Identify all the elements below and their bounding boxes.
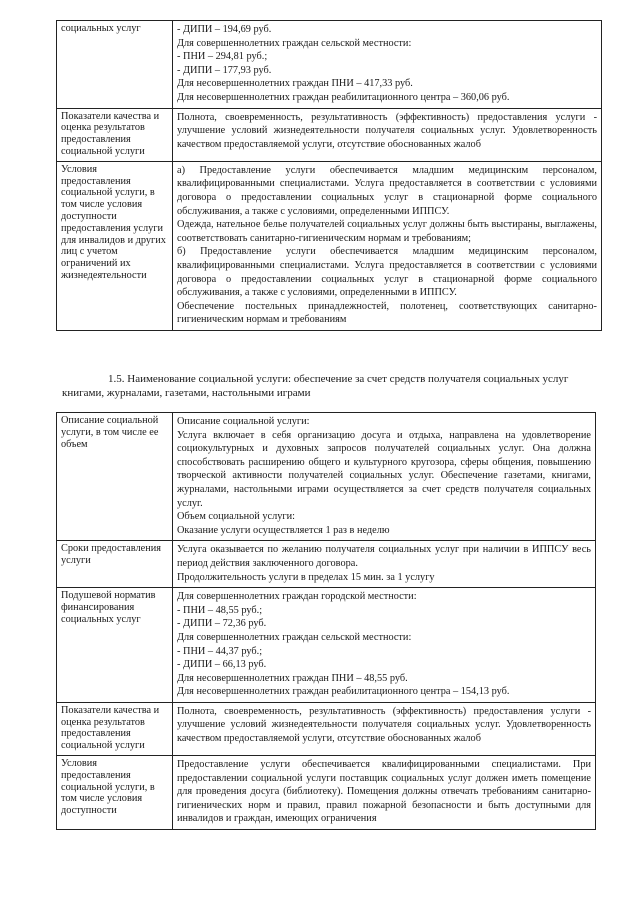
content-line: б) Предоставление услуги обеспечивается младшим медицинским персоналом, квалифицированными специалистами. Услуга предоставляется в соответствии с условиями договора о предоставлении социальных услуг в стационарной форме социального обслуживания, а также с условиями, определенными в ИППСУ. bbox=[177, 246, 597, 299]
content-line: Описание социальной услуги: bbox=[177, 416, 310, 427]
row-content bbox=[173, 413, 596, 541]
section-heading-line: 1.5. Наименование социальной услуги: обеспечение за счет средств получателя социальных услуг bbox=[108, 373, 569, 385]
content-line: - ПНИ – 44,37 руб.; bbox=[177, 645, 263, 657]
row-label: Показатели качества и оценка результатов предоставления социальной услуги bbox=[57, 108, 173, 161]
row-label: Подушевой норматив финансирования социальных услуг bbox=[57, 588, 173, 703]
content-line: Полнота, своевременность, результативность (эффективность) предоставления услуги - улучшение условий жизнедеятельности получателя социальных услуг. Удовлетворенность качеством предоставляемой услуги, отсутствие обоснованных жалоб bbox=[177, 111, 597, 150]
section-heading bbox=[62, 372, 608, 400]
row-content bbox=[173, 588, 596, 703]
row-label: социальных услуг bbox=[57, 21, 173, 109]
content-line: - ДИПИ – 194,69 руб. bbox=[177, 24, 272, 35]
content-line: Предоставление услуги обеспечивается квалифицированными специалистами. При предоставлении социальной услуги поставщик социальных услуг должен иметь помещение для проведения досуга (библиотеку). Помещения должны отвечать требованиям санитарно-гигиенических норм и правил, правил пожарной безопасности и быть доступными для инвалидов и граждан, имеющих ограничения bbox=[177, 759, 591, 825]
content-line: Обеспечение постельных принадлежностей, полотенец, соответствующих санитарно-гигиеническим нормам и требованиям bbox=[177, 300, 597, 326]
content-line: - ДИПИ – 72,36 руб. bbox=[177, 618, 267, 630]
row-label: Сроки предоставления услуги bbox=[57, 541, 173, 588]
content-line: - ДИПИ – 66,13 руб. bbox=[177, 659, 267, 671]
content-line: - ДИПИ – 177,93 руб. bbox=[177, 64, 272, 76]
content-line: а) Предоставление услуги обеспечивается младшим медицинским персоналом, квалифицированными специалистами. Услуга предоставляется в соответствии с условиями договора о предоставлении социальных услуг в стационарной форме социального обслуживания, а также с условиями, определенными ИППСУ. bbox=[177, 164, 597, 217]
content-line: Услуга оказывается по желанию получателя социальных услуг при наличии в ИППСУ весь период действия заключенного договора. bbox=[177, 544, 591, 569]
row-content bbox=[173, 108, 602, 161]
content-line: Для несовершеннолетних граждан реабилитационного центра – 360,06 руб. bbox=[177, 91, 510, 103]
section-heading-line: книгами, журналами, газетами, настольными играми bbox=[62, 387, 311, 399]
content-line: - ПНИ – 294,81 руб.; bbox=[177, 51, 268, 63]
table-row bbox=[57, 413, 596, 541]
services-table-2 bbox=[56, 412, 596, 830]
content-line: Для совершеннолетних граждан городской местности: bbox=[177, 591, 417, 603]
content-line: Для несовершеннолетних граждан ПНИ – 48,55 руб. bbox=[177, 672, 408, 684]
row-content bbox=[173, 541, 596, 588]
services-table-1 bbox=[56, 20, 602, 331]
content-line: - ПНИ – 48,55 руб.; bbox=[177, 604, 263, 616]
row-content bbox=[173, 702, 596, 755]
content-line: Для несовершеннолетних граждан реабилитационного центра – 154,13 руб. bbox=[177, 686, 510, 698]
row-label: Показатели качества и оценка результатов предоставления социальной услуги bbox=[57, 702, 173, 755]
row-content bbox=[173, 161, 602, 330]
content-line: Услуга включает в себя организацию досуга и отдыха, направлена на удовлетворение социокультурных и духовных запросов получателей социальных услуг. Она должна способствовать расширению общего и культурного кругозора, сферы общения, повышению творческой активности получателей социальных услуг. Обеспечение газетами, книгами, журналами, настольными играми осуществляется за счет средств получателя социальных услуг. bbox=[177, 429, 591, 509]
table-row bbox=[57, 588, 596, 703]
row-content bbox=[173, 21, 602, 109]
row-label: Условия предоставления социальной услуги, в том числе условия доступности bbox=[57, 756, 173, 830]
content-line: Продолжительность услуги в пределах 15 мин. за 1 услугу bbox=[177, 571, 435, 583]
content-line: Для несовершеннолетних граждан ПНИ – 417,33 руб. bbox=[177, 78, 413, 90]
row-label: Условия предоставления социальной услуги, в том числе условия доступности предоставления услуги для инвалидов и других лиц с учетом ограничений их жизнедеятельности bbox=[57, 161, 173, 330]
table-row bbox=[57, 21, 602, 109]
content-line: Оказание услуги осуществляется 1 раз в неделю bbox=[177, 524, 390, 536]
table-row bbox=[57, 541, 596, 588]
content-line: Одежда, нательное белье получателей социальных услуг должны быть выстираны, выглажены, соответствовать санитарно-гигиеническим нормам и требованиям; bbox=[177, 219, 597, 244]
table-row bbox=[57, 108, 602, 161]
row-label: Описание социальной услуги, в том числе ее объем bbox=[57, 413, 173, 541]
table-row bbox=[57, 161, 602, 330]
content-line: Для совершеннолетних граждан сельской местности: bbox=[177, 37, 412, 49]
table-row bbox=[57, 756, 596, 830]
row-content bbox=[173, 756, 596, 830]
content-line: Для совершеннолетних граждан сельской местности: bbox=[177, 631, 412, 643]
table-row bbox=[57, 702, 596, 755]
content-line: Полнота, своевременность, результативность (эффективность) предоставления услуги - улучшение условий жизнедеятельности получателя социальных услуг. Удовлетворенность качеством предоставляемой услуги, отсутствие обоснованных жалоб bbox=[177, 705, 591, 745]
content-line: Объем социальной услуги: bbox=[177, 511, 295, 523]
